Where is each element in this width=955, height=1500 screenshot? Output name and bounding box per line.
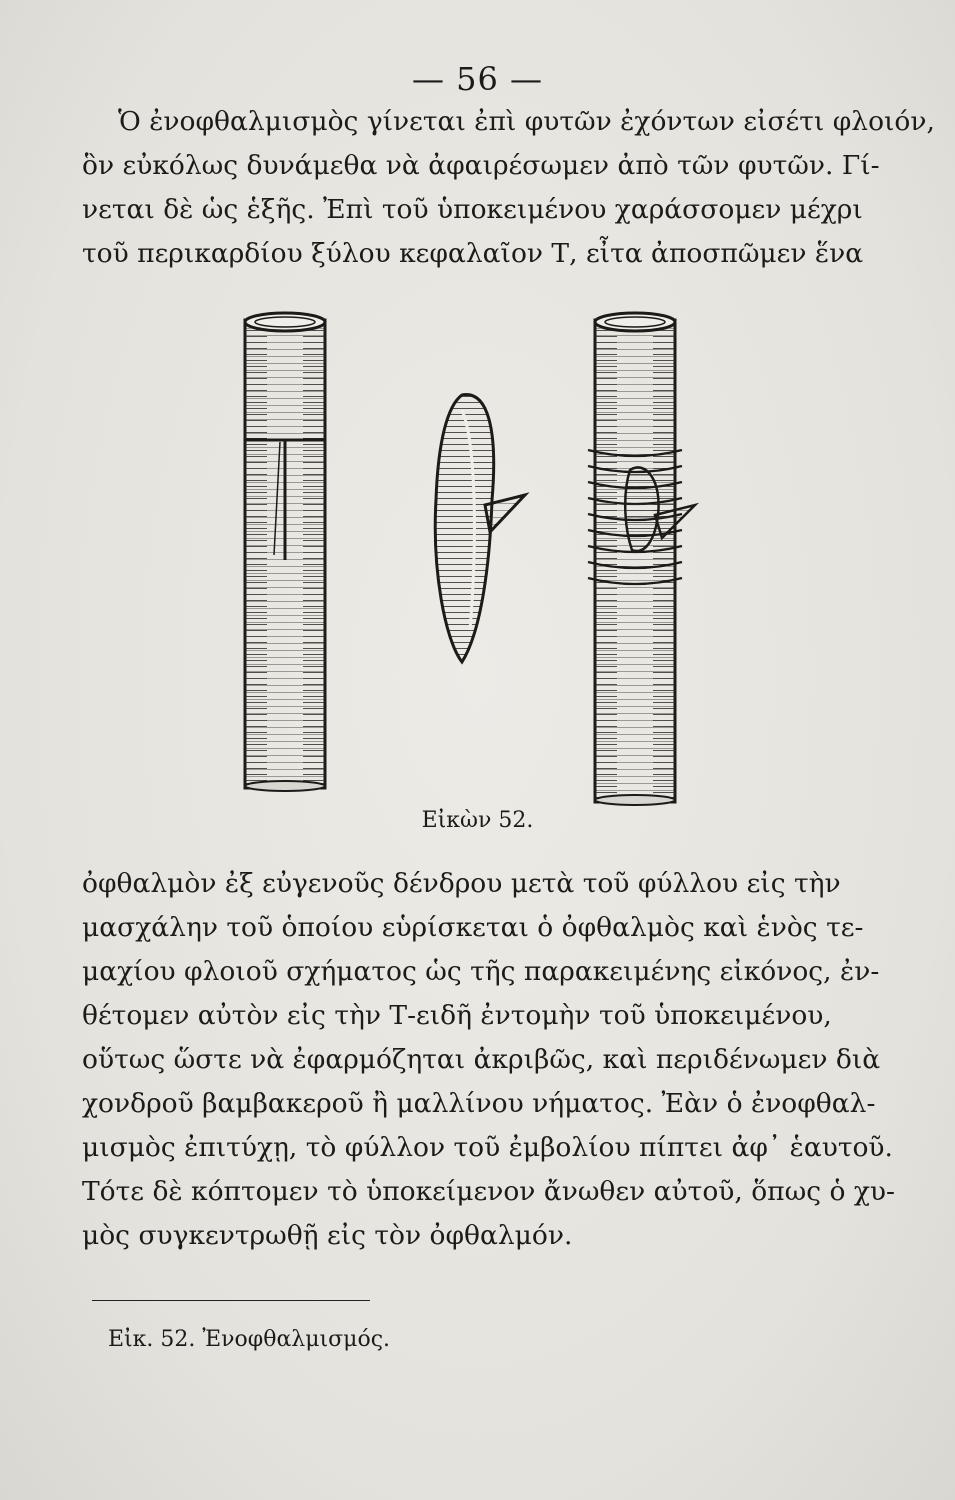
text-line: μαχίου φλοιοῦ σχήματος ὡς τῆς παρακειμένης εἰκόνος, ἐν- <box>82 956 880 987</box>
text-line: μισμὸς ἐπιτύχῃ, τὸ φύλλον τοῦ ἐμβολίου πίπτει ἀφ᾽ ἑαυτοῦ. <box>82 1132 893 1163</box>
text-line: ὀφθαλμὸν ἐξ εὐγενοῦς δένδρου μετὰ τοῦ φύλλου εἰς τὴν <box>82 868 841 899</box>
text-line: οὕτως ὥστε νὰ ἐφαρμόζηται ἀκριβῶς, καὶ περιδένωμεν διὰ <box>82 1044 881 1075</box>
stock-with-inserted-bud <box>588 313 695 805</box>
footnote-divider <box>92 1300 370 1301</box>
text-line: μασχάλην τοῦ ὁποίου εὑρίσκεται ὁ ὀφθαλμὸς καὶ ἑνὸς τε- <box>82 912 864 943</box>
text-line: θέτομεν αὐτὸν εἰς τὴν Τ-ειδῆ ἐντομὴν τοῦ ὑποκειμένου, <box>82 1000 832 1031</box>
text-line: ὃν εὐκόλως δυνάμεθα νὰ ἀφαιρέσωμεν ἀπὸ τῶν φυτῶν. Γί- <box>82 150 880 181</box>
text-line: τοῦ περικαρδίου ξύλου κεφαλαῖον Τ, εἶτα ἀποσπῶμεν ἕνα <box>82 238 864 269</box>
top-paragraph <box>82 100 935 276</box>
bud-shield <box>435 395 525 662</box>
bottom-paragraph <box>82 862 895 1258</box>
budding-illustration <box>200 300 760 820</box>
text-line: Τότε δὲ κόπτομεν τὸ ὑποκείμενον ἄνωθεν αὐτοῦ, ὅπως ὁ χυ- <box>82 1176 895 1207</box>
text-line: νεται δὲ ὡς ἑξῆς. Ἐπὶ τοῦ ὑποκειμένου χαράσσομεν μέχρι <box>82 194 863 225</box>
text-line: χονδροῦ βαμβακεροῦ ἢ μαλλίνου νήματος. Ἐὰν ὁ ἐνοφθαλ- <box>82 1088 876 1119</box>
text-line: μὸς συγκεντρωθῇ εἰς τὸν ὀφθαλμόν. <box>82 1220 573 1251</box>
text-line: Ὁ ἐνοφθαλμισμὸς γίνεται ἐπὶ φυτῶν ἐχόντων εἰσέτι φλοιόν, <box>118 106 935 137</box>
figure-caption: Εἰκὼν 52. <box>421 808 534 833</box>
page-number: — 56 — <box>411 60 544 98</box>
footnote: Εἰκ. 52. Ἐνοφθαλμισμός. <box>108 1327 391 1352</box>
stock-with-t-cut <box>245 313 325 791</box>
